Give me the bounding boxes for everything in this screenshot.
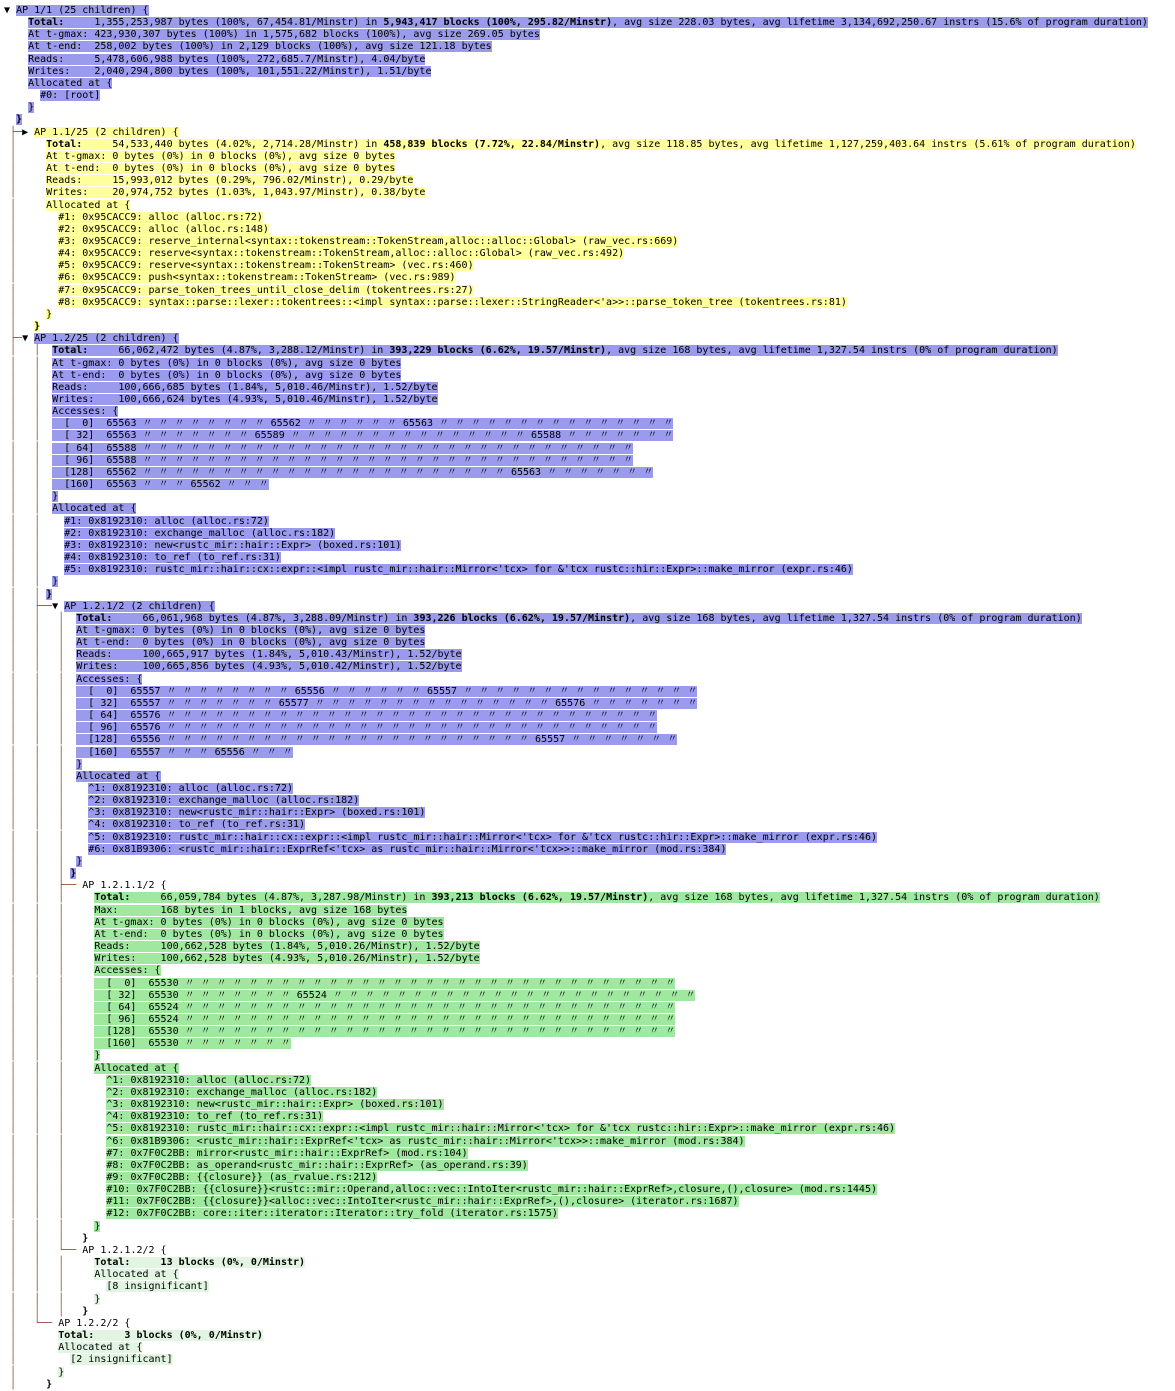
stat-label: At t-gmax: xyxy=(46,150,113,162)
tree-lines: │ │ │ xyxy=(4,843,89,855)
stack-frame: #5: 0x8192310: rustc_mir::hair::cx::expr::<impl rustc_mir::hair::Mirror<'tcx> for &'tcx rustc::hir::Expr>::make_mirror (expr.rs:46) xyxy=(64,564,853,576)
stat-value: , avg size 168 bytes, avg lifetime 1,327.54 instrs (0% of program duration) xyxy=(648,892,1100,904)
stat-line xyxy=(94,929,443,940)
stat-label: At t-gmax: xyxy=(94,916,161,928)
tree-lines: │ │ │ xyxy=(4,1086,107,1098)
stat-value-blocks: 458,839 blocks (7.72%, 22.84/Minstr) xyxy=(383,138,601,150)
stack-frame: ^1: 0x8192310: alloc (alloc.rs:72) xyxy=(88,783,293,794)
tree-lines: │ │ │ xyxy=(4,953,95,965)
tree-lines: │ xyxy=(4,150,47,162)
stat-value-blocks: 5,943,417 blocks (100%, 295.82/Minstr) xyxy=(383,17,613,29)
tree-lines: │ │ │ xyxy=(4,855,77,867)
tree-lines: │ │ │ xyxy=(4,1135,107,1147)
stat-label: At t-gmax: xyxy=(52,357,119,369)
stat-value: 0 bytes (0%) in 0 blocks (0%), avg size 0 bytes xyxy=(118,357,402,369)
allocated-at-close: } xyxy=(94,1220,101,1232)
allocated-at-close: } xyxy=(28,102,35,114)
tree-lines: │ │ xyxy=(4,430,53,442)
tree-lines: ├─ xyxy=(4,333,23,345)
stat-line xyxy=(94,953,479,964)
stat-line xyxy=(94,892,1099,903)
stat-value: 15,993,012 bytes (0.29%, 796.02/Minstr), 0.29/byte xyxy=(112,175,414,187)
stat-label: Reads: xyxy=(76,649,143,661)
tree-lines: │ │ │ xyxy=(4,989,95,1001)
tree-lines: │ │ │ xyxy=(4,758,77,770)
tree-lines xyxy=(4,90,40,101)
allocated-at-open: Allocated at { xyxy=(58,1342,143,1354)
stat-value: 0 bytes (0%) in 0 blocks (0%), avg size 0 bytes xyxy=(142,637,426,649)
stack-frame: #3: 0x95CACC9: reserve_internal<syntax::tokenstream::TokenStream,alloc::alloc::Global> (raw_vec.rs:669) xyxy=(58,235,679,247)
tree-lines: │ │ │ xyxy=(4,1257,95,1269)
stack-frame: ^3: 0x8192310: new<rustc_mir::hair::Expr> (boxed.rs:101) xyxy=(106,1099,444,1111)
ap-record-header-ap-1-2-2: AP 1.2.2/2 { xyxy=(58,1317,131,1329)
allocated-at-open: Allocated at { xyxy=(94,1062,179,1074)
stack-frame: ^5: 0x8192310: rustc_mir::hair::cx::expr::<impl rustc_mir::hair::Mirror<'tcx> for &'tcx rustc::hir::Expr>::make_mirror (expr.rs:46) xyxy=(106,1123,896,1135)
stat-value: 1,355,253,987 bytes (100%, 67,454.81/Minstr) in xyxy=(94,17,384,29)
stat-value: , avg size 118.85 bytes, avg lifetime 1,127,259,403.64 instrs (5.61% of program duration) xyxy=(600,138,1136,150)
stat-value: 0 bytes (0%) in 0 blocks (0%), avg size 0 bytes xyxy=(160,916,444,928)
stat-label: Total: xyxy=(76,612,143,624)
tree-lines: │ │ │ xyxy=(4,612,77,624)
stack-frame: #1: 0x8192310: alloc (alloc.rs:72) xyxy=(64,515,269,527)
stat-value: 3 blocks (0%, 0/Minstr) xyxy=(124,1330,263,1342)
stat-label: Reads: xyxy=(52,381,119,393)
tree-lines: │ │ xyxy=(4,381,53,393)
stat-value: 100,666,624 bytes (4.93%, 5,010.46/Minstr), 1.52/byte xyxy=(118,394,438,405)
allocated-at-close: } xyxy=(94,1293,101,1305)
stack-frame: ^5: 0x8192310: rustc_mir::hair::cx::expr::<impl rustc_mir::hair::Mirror<'tcx> for &'tcx rustc::hir::Expr>::make_mirror (expr.rs:46) xyxy=(88,831,877,843)
stack-frame: #5: 0x95CACC9: reserve<syntax::tokenstream::TokenStream> (vec.rs:460) xyxy=(58,260,474,272)
tree-lines: │ │ xyxy=(4,479,53,491)
stat-value-blocks: 393,226 blocks (6.62%, 19.57/Minstr) xyxy=(413,612,631,624)
stat-line xyxy=(76,613,1081,624)
tree-lines xyxy=(4,41,28,52)
tree-lines: │ │ │ xyxy=(4,1062,95,1074)
ap-record-header-ap-1-1: AP 1.1/25 (2 children) { xyxy=(34,126,179,138)
tree-lines: │ │ │ xyxy=(4,1208,107,1220)
tree-lines: │ │ │ xyxy=(4,1050,95,1062)
access-row: [ 32] 65557 〃 〃 〃 〃 〃 〃 〃 65577 〃 〃 〃 〃 〃 〃 〃 〃 〃 〃 〃 〃 〃 〃 〃 65576 〃 〃 〃 〃 〃 〃 〃 xyxy=(76,697,698,709)
tree-lines: ├─ xyxy=(4,126,23,138)
stat-value: 2,040,294,800 bytes (100%, 101,551.22/Minstr), 1.51/byte xyxy=(94,65,432,77)
tree-lines: │ │ xyxy=(4,357,53,369)
stat-label: At t-end: xyxy=(52,369,119,381)
tree-lines: │ │ └── xyxy=(4,1244,83,1256)
tree-lines: │ │ │ xyxy=(4,831,89,843)
tree-lines: │ │ │ xyxy=(4,1147,107,1159)
tree-lines: │ xyxy=(4,321,35,333)
stat-value-blocks: 393,213 blocks (6.62%, 19.57/Minstr) xyxy=(431,892,649,904)
stat-value: , avg size 228.03 bytes, avg lifetime 3,134,692,250.67 instrs (15.6% of program duration) xyxy=(612,17,1148,29)
tree-lines: │ xyxy=(4,163,47,175)
tree-lines: │ │ │ xyxy=(4,710,77,722)
stack-frame: ^1: 0x8192310: alloc (alloc.rs:72) xyxy=(106,1074,312,1086)
stat-value: 0 bytes (0%) in 0 blocks (0%), avg size 0 bytes xyxy=(142,624,426,636)
stat-value: 0 bytes (0%) in 0 blocks (0%), avg size 0 bytes xyxy=(112,150,396,162)
tree-lines: │ │ │ xyxy=(4,977,95,989)
stack-frame: #2: 0x8192310: exchange_malloc (alloc.rs:182) xyxy=(64,527,336,539)
stack-frame: ^2: 0x8192310: exchange_malloc (alloc.rs:182) xyxy=(88,795,360,807)
tree-lines: │ xyxy=(4,1354,71,1366)
stat-label: Max: xyxy=(94,904,161,916)
stat-label: Writes: xyxy=(46,187,113,199)
stat-label: At t-gmax: xyxy=(28,29,95,41)
tree-lines: │ │ │ xyxy=(4,637,77,649)
tree-lines: │ │ │ xyxy=(4,868,71,880)
stack-frame: #1: 0x95CACC9: alloc (alloc.rs:72) xyxy=(58,211,263,223)
ap-record-header-ap-1-2-1-2: AP 1.2.1.2/2 { xyxy=(82,1244,167,1256)
stack-frame: #8: 0x7F0C2BB: as_operand<rustc_mir::hair::ExprRef> (as_operand.rs:39) xyxy=(106,1159,528,1171)
stack-frame: #4: 0x8192310: to_ref (to_ref.rs:31) xyxy=(64,552,281,564)
accesses-open: Accesses: { xyxy=(94,965,161,977)
access-row: [ 64] 65576 〃 〃 〃 〃 〃 〃 〃 〃 〃 〃 〃 〃 〃 〃 〃 〃 〃 〃 〃 〃 〃 〃 〃 〃 〃 〃 〃 〃 〃 〃 〃 xyxy=(76,710,658,722)
stat-line xyxy=(28,41,492,52)
stat-label: At t-end: xyxy=(28,41,95,53)
stat-line xyxy=(46,175,413,186)
tree-lines: │ │ xyxy=(4,406,53,418)
stat-line xyxy=(58,1330,263,1341)
tree-lines: │ │ xyxy=(4,442,53,454)
stat-line xyxy=(46,187,425,198)
access-row: [ 0] 65563 〃 〃 〃 〃 〃 〃 〃 〃 65562 〃 〃 〃 〃 〃 〃 65563 〃 〃 〃 〃 〃 〃 〃 〃 〃 〃 〃 〃 〃 〃 〃 xyxy=(52,418,674,430)
tree-lines: │ │ xyxy=(4,491,53,503)
stack-frame: #10: 0x7F0C2BB: {{closure}}<rustc::mir::Operand,alloc::vec::IntoIter<rustc_mir::hair::ExprRef>,closure,(),closure> (mod.rs:1445) xyxy=(106,1184,877,1196)
stack-frame: ^6: 0x81B9306: <rustc_mir::hair::ExprRef<'tcx> as rustc_mir::hair::Mirror<'tcx>>::make_mirror (mod.rs:384) xyxy=(106,1135,745,1147)
stat-line xyxy=(52,394,437,405)
tree-lines: │ xyxy=(4,272,59,284)
stack-frame: #9: 0x7F0C2BB: {{closure}} (as_rvalue.rs:212) xyxy=(106,1172,378,1183)
stack-frame: #2: 0x95CACC9: alloc (alloc.rs:148) xyxy=(58,223,269,235)
allocated-at-open: Allocated at { xyxy=(76,770,161,782)
stat-value: 100,665,917 bytes (1.84%, 5,010.43/Minstr), 1.52/byte xyxy=(142,649,462,661)
stat-line xyxy=(46,151,395,162)
stat-value: 0 bytes (0%) in 0 blocks (0%), avg size 0 bytes xyxy=(160,928,444,940)
tree-lines: │ xyxy=(4,1366,59,1378)
tree-lines: │ │ │ xyxy=(4,783,89,794)
tree-lines: │ │ │ xyxy=(4,746,77,758)
tree-lines: │ │ │ xyxy=(4,661,77,673)
tree-lines: │ ├── xyxy=(4,600,53,612)
tree-lines: │ │ │ xyxy=(4,795,89,807)
allocated-at-close: } xyxy=(58,1366,65,1378)
access-row: [ 32] 65563 〃 〃 〃 〃 〃 〃 〃 65589 〃 〃 〃 〃 〃 〃 〃 〃 〃 〃 〃 〃 〃 〃 〃 65588 〃 〃 〃 〃 〃 〃 〃 xyxy=(52,430,674,442)
access-row: [160] 65557 〃 〃 〃 65556 〃 〃 〃 xyxy=(76,746,293,758)
tree-lines: │ xyxy=(4,1378,47,1390)
allocated-at-close: } xyxy=(46,308,53,320)
tree-lines: │ │ │ xyxy=(4,928,95,940)
stat-label: Total: xyxy=(94,1257,161,1269)
stat-label: At t-gmax: xyxy=(76,624,143,636)
stat-value: 66,059,784 bytes (4.87%, 3,287.98/Minstr) in xyxy=(160,892,432,904)
stat-line xyxy=(94,941,479,952)
allocated-at-open: Allocated at { xyxy=(94,1269,179,1281)
stat-value: 423,930,307 bytes (100%) in 1,575,682 blocks (100%), avg size 269.05 bytes xyxy=(94,29,540,41)
stack-frame: ^2: 0x8192310: exchange_malloc (alloc.rs:182) xyxy=(106,1086,378,1098)
tree-lines: │ │ │ xyxy=(4,1111,107,1123)
tree-lines: │ │ │ xyxy=(4,819,89,831)
tree-lines: │ │ │ xyxy=(4,807,89,819)
access-row: [ 96] 65588 〃 〃 〃 〃 〃 〃 〃 〃 〃 〃 〃 〃 〃 〃 〃 〃 〃 〃 〃 〃 〃 〃 〃 〃 〃 〃 〃 〃 〃 〃 〃 xyxy=(52,454,634,466)
allocated-at-close: } xyxy=(76,855,83,867)
stack-frame: #0: [root] xyxy=(40,90,101,102)
tree-lines: │ │ │ xyxy=(4,904,95,916)
tree-lines: │ │ │ xyxy=(4,722,77,734)
ap-record-header-ap-1-2: AP 1.2/25 (2 children) { xyxy=(34,333,179,345)
tree-lines: │ │ xyxy=(4,552,65,564)
stat-line xyxy=(46,139,1136,150)
access-row: [ 64] 65524 〃 〃 〃 〃 〃 〃 〃 〃 〃 〃 〃 〃 〃 〃 〃 〃 〃 〃 〃 〃 〃 〃 〃 〃 〃 〃 〃 〃 〃 〃 〃 xyxy=(94,1001,676,1013)
stat-label: Writes: xyxy=(94,953,161,965)
tree-lines: │ │ xyxy=(4,503,53,515)
stat-label: Writes: xyxy=(52,394,119,405)
tree-lines: │ xyxy=(4,308,47,320)
tree-lines: │ │ │ xyxy=(4,1293,95,1305)
tree-lines: │ xyxy=(4,235,59,247)
stack-frame: #6: 0x81B9306: <rustc_mir::hair::ExprRef<'tcx> as rustc_mir::hair::Mirror<'tcx>>::make_mirror (mod.rs:384) xyxy=(88,843,727,855)
access-row: [ 64] 65588 〃 〃 〃 〃 〃 〃 〃 〃 〃 〃 〃 〃 〃 〃 〃 〃 〃 〃 〃 〃 〃 〃 〃 〃 〃 〃 〃 〃 〃 〃 〃 xyxy=(52,442,634,454)
access-row: [ 96] 65524 〃 〃 〃 〃 〃 〃 〃 〃 〃 〃 〃 〃 〃 〃 〃 〃 〃 〃 〃 〃 〃 〃 〃 〃 〃 〃 〃 〃 〃 〃 〃 xyxy=(94,1013,676,1025)
tree-lines: │ │ │ xyxy=(4,1013,95,1025)
stat-value: 168 bytes in 1 blocks, avg size 168 bytes xyxy=(160,904,408,916)
tree-lines: │ xyxy=(4,248,59,260)
stack-frame: #7: 0x7F0C2BB: mirror<rustc_mir::hair::ExprRef> (mod.rs:104) xyxy=(106,1147,468,1159)
tree-lines: │ │ │ xyxy=(4,892,95,904)
expander-down-icon[interactable]: ▼ xyxy=(22,333,29,345)
access-row: [128] 65530 〃 〃 〃 〃 〃 〃 〃 〃 〃 〃 〃 〃 〃 〃 〃 〃 〃 〃 〃 〃 〃 〃 〃 〃 〃 〃 〃 〃 〃 〃 〃 xyxy=(94,1026,676,1038)
tree-lines xyxy=(4,78,28,89)
tree-lines xyxy=(4,54,28,65)
allocated-at-close: } xyxy=(52,576,59,588)
tree-lines xyxy=(4,29,28,40)
tree-lines: │ │ xyxy=(4,369,53,381)
tree-lines: │ xyxy=(4,1330,59,1342)
stat-line xyxy=(94,917,443,928)
ap-record-header-ap-1-2-1-1: AP 1.2.1.1/2 { xyxy=(82,880,167,892)
stack-frame: #7: 0x95CACC9: parse_token_trees_until_close_delim (tokentrees.rs:27) xyxy=(58,284,474,296)
tree-lines: │ │ │ xyxy=(4,1269,95,1281)
tree-lines: │ │ │ xyxy=(4,1196,107,1208)
tree-lines: │ │ │ xyxy=(4,1123,107,1135)
record-close-brace: } xyxy=(16,114,23,126)
tree-lines: │ │ │ xyxy=(4,685,77,697)
tree-lines: │ │ │ xyxy=(4,1281,107,1293)
tree-lines: │ │ │ xyxy=(4,734,77,746)
tree-lines: │ │ xyxy=(4,466,53,478)
stat-line xyxy=(52,358,401,369)
stat-line xyxy=(76,625,425,636)
stat-label: At t-end: xyxy=(76,637,143,649)
record-close-brace: } xyxy=(46,588,53,600)
stack-frame: #4: 0x95CACC9: reserve<syntax::tokenstream::TokenStream,alloc::alloc::Global> (raw_vec.rs:492) xyxy=(58,248,625,260)
record-close-brace: } xyxy=(70,868,77,880)
tree-lines: │ │ │ xyxy=(4,673,77,685)
tree-lines: │ │ │ xyxy=(4,697,77,709)
tree-lines: │ │ │ xyxy=(4,1026,95,1038)
record-close-brace: } xyxy=(82,1305,89,1317)
stat-label: Reads: xyxy=(28,53,95,65)
ap-record-header-ap-1-2-1: AP 1.2.1/2 (2 children) { xyxy=(64,600,215,612)
access-row: [128] 65562 〃 〃 〃 〃 〃 〃 〃 〃 〃 〃 〃 〃 〃 〃 〃 〃 〃 〃 〃 〃 〃 〃 〃 65563 〃 〃 〃 〃 〃 〃 〃 xyxy=(52,466,654,478)
tree-lines: │ │ xyxy=(4,418,53,430)
stat-line xyxy=(28,17,1148,28)
stat-line xyxy=(28,29,540,40)
tree-lines: │ │ xyxy=(4,564,65,576)
tree-lines: │ xyxy=(4,211,59,223)
stat-line xyxy=(76,661,461,672)
access-row: [ 96] 65576 〃 〃 〃 〃 〃 〃 〃 〃 〃 〃 〃 〃 〃 〃 〃 〃 〃 〃 〃 〃 〃 〃 〃 〃 〃 〃 〃 〃 〃 〃 〃 xyxy=(76,722,658,734)
tree-lines: │ │ │ xyxy=(4,941,95,953)
tree-lines: │ └── xyxy=(4,1317,59,1329)
allocated-at-open: Allocated at { xyxy=(52,503,137,515)
stat-label: Reads: xyxy=(94,941,161,953)
accesses-close: } xyxy=(94,1050,101,1062)
access-row: [ 0] 65530 〃 〃 〃 〃 〃 〃 〃 〃 〃 〃 〃 〃 〃 〃 〃 〃 〃 〃 〃 〃 〃 〃 〃 〃 〃 〃 〃 〃 〃 〃 〃 xyxy=(94,977,676,989)
tree-lines: │ │ │ xyxy=(4,1184,107,1196)
stat-line xyxy=(52,382,437,393)
access-row: [160] 65563 〃 〃 〃 65562 〃 〃 〃 xyxy=(52,479,269,491)
tree-lines: │ │ │ xyxy=(4,1159,107,1171)
stat-label: Total: xyxy=(46,138,113,150)
stat-value: 54,533,440 bytes (4.02%, 2,714.28/Minstr) in xyxy=(112,138,384,150)
record-close-brace: } xyxy=(34,321,41,333)
tree-lines: │ │ │ xyxy=(4,916,95,928)
tree-lines: │ │ xyxy=(4,515,65,527)
stat-line xyxy=(28,66,431,77)
tree-lines: │ │ │ xyxy=(4,1305,83,1317)
tree-lines: │ │ │ xyxy=(4,1099,107,1111)
stat-value-blocks: 393,229 blocks (6.62%, 19.57/Minstr) xyxy=(389,345,607,357)
stat-value: 5,478,606,988 bytes (100%, 272,685.7/Minstr), 4.04/byte xyxy=(94,53,426,65)
stat-value: 100,666,685 bytes (1.84%, 5,010.46/Minstr), 1.52/byte xyxy=(118,381,438,393)
expander-down-icon[interactable]: ▼ xyxy=(52,600,59,612)
tree-lines xyxy=(4,114,16,125)
allocated-at-open: Allocated at { xyxy=(28,77,113,89)
stat-label: At t-end: xyxy=(46,163,113,175)
tree-lines: │ │ │ xyxy=(4,649,77,661)
tree-lines: │ │ │ xyxy=(4,1172,107,1183)
tree-lines: │ xyxy=(4,284,59,296)
stat-label: Reads: xyxy=(46,175,113,187)
stat-label: Total: xyxy=(58,1330,125,1342)
tree-lines xyxy=(4,102,28,113)
tree-lines: │ xyxy=(4,223,59,235)
stat-value: 0 bytes (0%) in 0 blocks (0%), avg size 0 bytes xyxy=(118,369,402,381)
tree-lines: │ xyxy=(4,260,59,272)
expander-down-icon[interactable]: ▼ xyxy=(4,5,11,16)
tree-lines xyxy=(4,66,28,77)
stat-line xyxy=(28,54,425,65)
record-close-brace: } xyxy=(82,1232,89,1244)
tree-lines: │ │ │ xyxy=(4,965,95,977)
stat-value: 258,002 bytes (100%) in 2,129 blocks (100%), avg size 121.18 bytes xyxy=(94,41,492,53)
stack-frame: [8 insignificant] xyxy=(106,1281,209,1293)
tree-lines: │ │ │ xyxy=(4,1232,83,1244)
tree-lines: │ │ xyxy=(4,454,53,466)
tree-lines: │ │ │ xyxy=(4,770,77,782)
tree-lines: │ │ xyxy=(4,588,47,600)
tree-lines: │ │ xyxy=(4,539,65,551)
tree-lines: │ xyxy=(4,296,59,308)
stat-value: 66,062,472 bytes (4.87%, 3,288.12/Minstr) in xyxy=(118,345,390,357)
tree-lines: │ xyxy=(4,138,47,150)
stat-line xyxy=(76,637,425,648)
tree-lines: │ xyxy=(4,187,47,199)
tree-lines: │ xyxy=(4,199,47,211)
tree-lines: │ │ │ xyxy=(4,1001,95,1013)
stat-value: 66,061,968 bytes (4.87%, 3,288.09/Minstr) in xyxy=(142,612,414,624)
stack-frame: ^4: 0x8192310: to_ref (to_ref.rs:31) xyxy=(88,819,306,831)
access-row: [ 0] 65557 〃 〃 〃 〃 〃 〃 〃 〃 65556 〃 〃 〃 〃 〃 〃 65557 〃 〃 〃 〃 〃 〃 〃 〃 〃 〃 〃 〃 〃 〃 〃 xyxy=(76,685,698,697)
tree-lines: │ │ xyxy=(4,527,65,539)
expander-right-icon[interactable]: ▶ xyxy=(22,126,29,138)
tree-lines: │ │ ├── xyxy=(4,880,83,892)
tree-lines: │ xyxy=(4,1342,59,1354)
access-row: [ 32] 65530 〃 〃 〃 〃 〃 〃 〃 65524 〃 〃 〃 〃 〃 〃 〃 〃 〃 〃 〃 〃 〃 〃 〃 〃 〃 〃 〃 〃 〃 〃 〃 xyxy=(94,989,696,1001)
stat-value: 100,662,528 bytes (4.93%, 5,010.26/Minstr), 1.52/byte xyxy=(160,953,480,965)
stat-label: At t-end: xyxy=(94,928,161,940)
stat-label: Writes: xyxy=(76,661,143,673)
stat-line xyxy=(94,1257,305,1268)
stat-value: 100,662,528 bytes (1.84%, 5,010.26/Minstr), 1.52/byte xyxy=(160,941,480,953)
stack-frame: [2 insignificant] xyxy=(70,1354,173,1366)
stat-value: 13 blocks (0%, 0/Minstr) xyxy=(160,1257,306,1269)
stat-label: Total: xyxy=(52,345,119,357)
stat-value: 0 bytes (0%) in 0 blocks (0%), avg size 0 bytes xyxy=(112,163,396,175)
stat-line xyxy=(76,649,461,660)
stat-value: 100,665,856 bytes (4.93%, 5,010.42/Minstr), 1.52/byte xyxy=(142,661,462,673)
tree-lines: │ │ │ xyxy=(4,1220,95,1232)
stat-value: 20,974,752 bytes (1.03%, 1,043.97/Minstr), 0.38/byte xyxy=(112,187,426,199)
stack-frame: ^3: 0x8192310: new<rustc_mir::hair::Expr> (boxed.rs:101) xyxy=(88,807,426,819)
stack-frame: #12: 0x7F0C2BB: core::iter::iterator::Iterator::try_fold (iterator.rs:1575) xyxy=(106,1208,558,1220)
access-row: [128] 65556 〃 〃 〃 〃 〃 〃 〃 〃 〃 〃 〃 〃 〃 〃 〃 〃 〃 〃 〃 〃 〃 〃 〃 65557 〃 〃 〃 〃 〃 〃 〃 xyxy=(76,734,678,746)
tree-lines xyxy=(4,17,28,28)
stack-frame: #6: 0x95CACC9: push<syntax::tokenstream::TokenStream> (vec.rs:989) xyxy=(58,272,456,284)
stat-line xyxy=(46,163,395,174)
stat-label: Writes: xyxy=(28,65,95,77)
stack-frame: #11: 0x7F0C2BB: {{closure}}<alloc::vec::IntoIter<rustc_mir::hair::ExprRef>,(),closure> (iterator.rs:1687) xyxy=(106,1196,739,1208)
stack-frame: ^4: 0x8192310: to_ref (to_ref.rs:31) xyxy=(106,1111,324,1123)
tree-lines: │ │ │ xyxy=(4,1038,95,1050)
stack-frame: #8: 0x95CACC9: syntax::parse::lexer::tokentrees::<impl syntax::parse::lexer::StringReader<'a>>::parse_token_tree (tokentrees.rs:81) xyxy=(58,296,847,308)
record-close-brace: } xyxy=(46,1378,53,1390)
allocated-at-open: Allocated at { xyxy=(46,199,131,211)
stat-value: , avg size 168 bytes, avg lifetime 1,327.54 instrs (0% of program duration) xyxy=(630,612,1082,624)
stat-line xyxy=(52,370,401,381)
stack-frame: #3: 0x8192310: new<rustc_mir::hair::Expr> (boxed.rs:101) xyxy=(64,539,402,551)
stat-label: Total: xyxy=(94,892,161,904)
stat-value: , avg size 168 bytes, avg lifetime 1,327.54 instrs (0% of program duration) xyxy=(606,345,1058,357)
stat-label: Total: xyxy=(28,17,95,29)
tree-lines: │ │ │ xyxy=(4,624,77,636)
access-row: [160] 65530 〃 〃 〃 〃 〃 〃 〃 xyxy=(94,1038,291,1050)
tree-lines: │ │ xyxy=(4,394,53,405)
accesses-open: Accesses: { xyxy=(52,406,119,418)
stat-line xyxy=(94,905,407,916)
tree-lines: │ │ xyxy=(4,576,53,588)
tree-lines: │ xyxy=(4,175,47,187)
accesses-close: } xyxy=(52,491,59,503)
ap-record-header-ap-1: AP 1/1 (25 children) { xyxy=(16,5,149,16)
accesses-close: } xyxy=(76,758,83,770)
stat-line xyxy=(52,345,1057,356)
tree-lines: │ │ │ xyxy=(4,1074,107,1086)
accesses-open: Accesses: { xyxy=(76,673,143,685)
tree-lines: │ │ xyxy=(4,345,53,357)
